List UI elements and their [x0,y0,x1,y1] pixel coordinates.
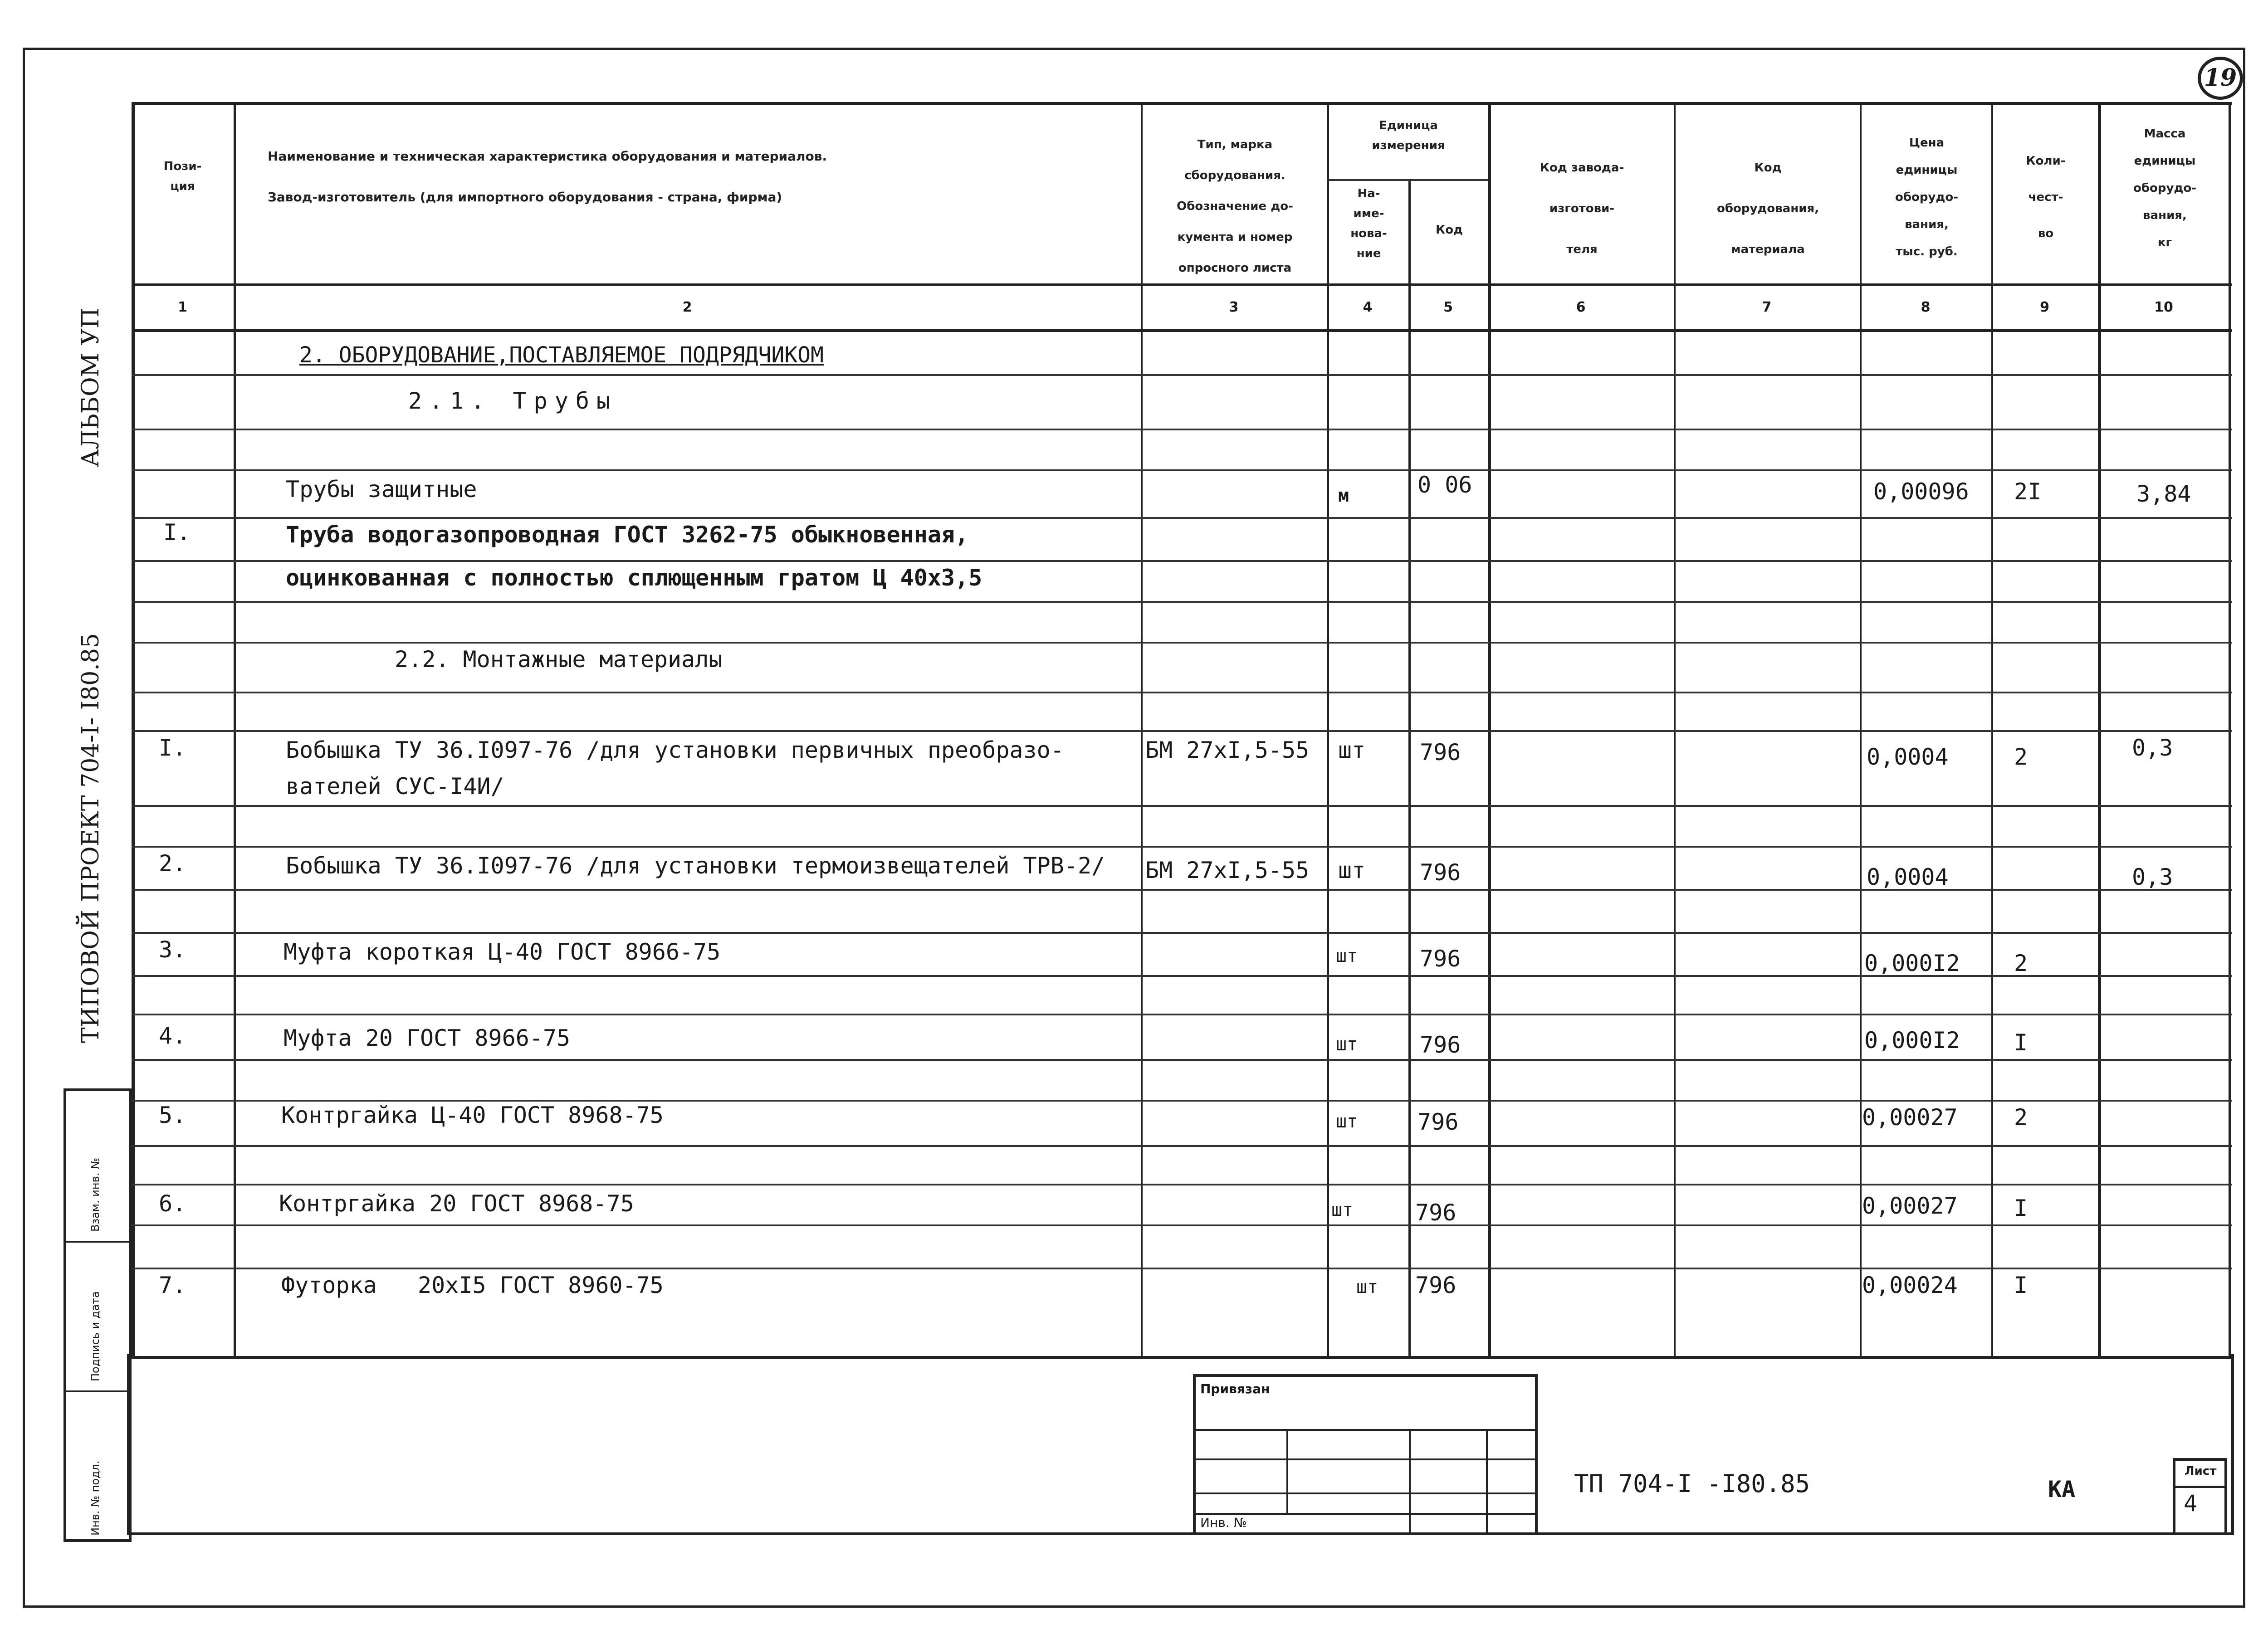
album-label: АЛЬБОМ УП [77,307,104,467]
item2-name: Бобышка ТУ 36.I097-76 /для установки термоизвещателей ТРВ-2/ [286,853,1105,879]
sheet-label: Лист [2185,1464,2217,1478]
item6-price: 0,00027 [1862,1193,1958,1219]
row1-name-line2: оцинкованная с полностью сплющенным гратом Ц 40х3,5 [286,565,982,591]
header-name-line2: Завод-изготовитель (для импортного оборудования - страна, фирма) [268,190,782,205]
item6-unit: шт [1331,1200,1354,1220]
header-quantity: Коли- чест- во [2026,154,2066,240]
specification-table [132,102,2232,1356]
item4-unit: шт [1336,1034,1358,1055]
item4-position: 4. [159,1023,186,1049]
item5-code: 796 [1418,1109,1459,1135]
item6-qty: I [2014,1195,2028,1221]
item7-qty: I [2014,1272,2028,1298]
sheet-cell [2173,1458,2227,1535]
section-heading: 2. ОБОРУДОВАНИЕ,ПОСТАВЛЯЕМОЕ ПОДРЯДЧИКОМ [299,342,824,368]
col-number-2: 2 [682,299,692,315]
header-equipment-code: Код оборудования, материала [1716,161,1819,256]
col-number-8: 8 [1921,299,1931,315]
header-unit-name: На- име- нова- ние [1350,187,1387,260]
header-unit-group: Единица измерения [1372,119,1445,152]
item4-code: 796 [1420,1032,1461,1058]
pipes-name: Трубы защитные [286,476,477,502]
item1-code: 796 [1420,739,1461,766]
subsection-pipes: 2.1. Трубы [408,388,618,414]
item2-price: 0,0004 [1867,864,1949,890]
header-price: Цена единицы оборудо- вания, тыс. руб. [1895,136,1959,259]
header-name-line1: Наименование и техническая характеристика оборудования и материалов. [268,149,827,164]
item5-name: Контргайка Ц-40 ГОСТ 8968-75 [281,1102,664,1128]
col-number-5: 5 [1443,299,1453,315]
header-position: Пози- ция [163,160,202,193]
document-code: ТП 704-I -I80.85 [1574,1469,1810,1498]
sheet-value: 4 [2184,1490,2198,1517]
header-type: Тип, марка сборудования. Обозначение до- кумента и номер опросного листа [1177,138,1293,275]
item7-position: 7. [159,1272,186,1298]
item1-position: I. [159,735,186,761]
project-label: ТИПОВОЙ ПРОЕКТ 704-I- I80.85 [77,633,104,1043]
item1-qty: 2 [2014,744,2028,770]
header-mass: Масса единицы оборудо- вания, кг [2133,127,2197,249]
item3-name: Муфта короткая Ц-40 ГОСТ 8966-75 [284,939,721,965]
pipes-qty: 2I [2014,478,2042,505]
item2-unit: шт [1338,857,1366,883]
item1-price: 0,0004 [1867,744,1949,770]
col-number-10: 10 [2154,299,2173,315]
col-number-6: 6 [1576,299,1586,315]
item3-price: 0,000I2 [1864,950,1960,976]
pipes-mass: 3,84 [2136,481,2191,507]
item2-mass: 0,3 [2132,864,2173,890]
stamp-label-replace: Взам. инв. № [89,1158,102,1232]
row1-name-line1: Труба водогазопроводная ГОСТ 3262-75 обыкновенная, [286,522,969,548]
row1-position: I. [163,519,191,546]
item1-unit: шт [1338,737,1366,763]
stamp-label-inv: Инв. № подл. [89,1460,102,1536]
col-number-9: 9 [2040,299,2049,315]
item7-price: 0,00024 [1862,1272,1958,1298]
stamp-label-sign: Подпись и дата [89,1291,102,1381]
document-mark: КА [2048,1476,2076,1502]
item3-code: 796 [1420,946,1461,972]
item6-name: Контргайка 20 ГОСТ 8968-75 [279,1190,634,1217]
item7-code: 796 [1415,1272,1457,1298]
header-unit-code: Код [1435,223,1463,237]
item2-position: 2. [159,850,186,877]
item7-unit: шт [1356,1277,1378,1297]
item2-type: БМ 27хI,5-55 [1145,857,1310,883]
item5-position: 5. [159,1102,186,1128]
header-manufacturer-code: Код завода- изготови- теля [1540,161,1624,256]
item4-price: 0,000I2 [1864,1027,1960,1054]
item1-mass: 0,3 [2132,735,2173,761]
item1-name: Бобышка ТУ 36.I097-76 /для установки первичных преобразо- [286,737,1064,763]
pipes-unit: м [1338,485,1349,506]
pipes-price: 0,00096 [1873,478,1969,505]
col-number-7: 7 [1762,299,1772,315]
col-number-4: 4 [1363,299,1373,315]
sheet-number: 19 [2198,57,2243,100]
item6-code: 796 [1415,1200,1457,1226]
pipes-code: 0 06 [1418,472,1472,498]
item3-qty: 2 [2014,950,2028,976]
item2-code: 796 [1420,859,1461,886]
item5-price: 0,00027 [1862,1104,1958,1131]
item4-name: Муфта 20 ГОСТ 8966-75 [284,1025,571,1051]
item3-position: 3. [159,937,186,963]
item1-type: БМ 27хI,5-55 [1145,737,1310,763]
title-block-frame [127,1354,2234,1535]
approval-stamp [64,1088,132,1542]
col-number-1: 1 [178,299,187,315]
item5-qty: 2 [2014,1104,2028,1131]
item5-unit: шт [1336,1111,1358,1132]
item3-unit: шт [1336,946,1358,966]
applied-box [1193,1374,1538,1535]
applied-label: Привязан [1200,1381,1270,1396]
item7-name: Футорка 20хI5 ГОСТ 8960-75 [281,1272,664,1298]
subsection-materials: 2.2. Монтажные материалы [395,646,723,673]
inv-label: Инв. № [1200,1515,1247,1530]
col-number-3: 3 [1229,299,1239,315]
item6-position: 6. [159,1190,186,1217]
item4-qty: I [2014,1029,2028,1056]
item1-name-cont: вателей СУС-I4И/ [286,773,504,800]
